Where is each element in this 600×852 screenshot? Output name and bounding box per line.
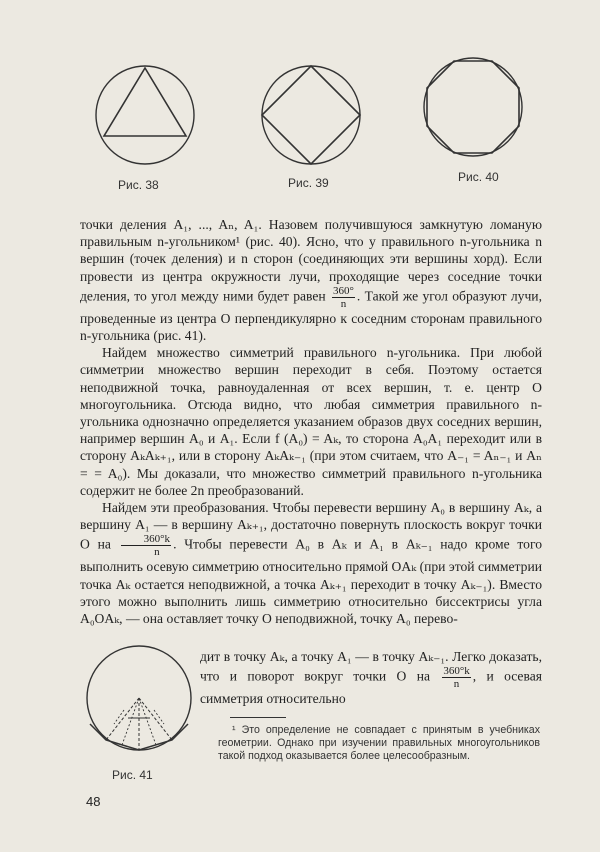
fig41-caption: Рис. 41 bbox=[112, 768, 153, 782]
footnote bbox=[218, 724, 540, 763]
square-in-circle-icon bbox=[256, 60, 366, 170]
angle-fraction-1: $\frac{360^\circ}{n}$ bbox=[333, 284, 354, 310]
footnote-divider bbox=[230, 717, 286, 718]
paragraph-1-body: точки деления A₁, ..., Aₙ, A₁. Назовем получившуюся замкнутую ломаную правильным n-угольником¹ (рис. 40). Ясно, что у правильного n-угольника n вершин (точек деления) и n сторон (соединяющих эти вершины хорд). Если провести из центра окружности лучи, проходящие через соседние точки деления, то угол между ними будет равен bbox=[80, 217, 542, 304]
angle-fraction-2: $\frac{360^\circ k}{n}$ bbox=[121, 533, 171, 558]
figure-38 bbox=[90, 60, 200, 170]
figure-40 bbox=[418, 52, 528, 162]
paragraph-1 bbox=[80, 216, 542, 344]
paragraph-3-end: . Чтобы перевести A₀ в Aₖ и A₁ в Aₖ₋₁ надо кроме того выполнить осевую симметрию относительно прямой OAₖ (при этой симметрии точка Aₖ остается неподвижной, а точка Aₖ₊₁ переходит в точку Aₖ₋₁). Вместо этого можно выполнить лишь симметрию относительно биссектрисы угла A₀OAₖ, — она оставляет точку O неподвижной, точку A₀ перево- bbox=[80, 537, 542, 627]
fig40-caption: Рис. 40 bbox=[458, 170, 499, 184]
paragraph-4 bbox=[200, 648, 542, 707]
figure-41 bbox=[84, 640, 194, 758]
polygon-symmetry-icon bbox=[84, 640, 194, 758]
angle-fraction-3: $\frac{360^\circ k}{n}$ bbox=[443, 665, 470, 691]
paragraph-3-start: Найдем эти преобразования. Чтобы перевести вершину A₀ в вершину Aₖ, а вершину A₁ — в вершину Aₖ₊₁, достаточно повернуть плоскость вокруг точки O на bbox=[80, 500, 542, 553]
paragraph-1-end: . Такой же угол образуют лучи, проведенные из центра O перпендикулярно к соседним сторонам правильного n-угольника (рис. 41). bbox=[80, 288, 542, 344]
footnote-text: ¹ Это определение не совпадает с принятым в учебниках геометрии. Однако при изучении правильных многоугольников такой подход оказывается более целесообразным. bbox=[218, 724, 540, 762]
fig39-caption: Рис. 39 bbox=[288, 176, 329, 190]
paragraph-4-end: , и осевая симметрия относительно bbox=[200, 668, 542, 707]
figure-39 bbox=[256, 60, 366, 170]
main-text bbox=[80, 216, 542, 627]
octagon-in-circle-icon bbox=[418, 52, 528, 162]
paragraph-3 bbox=[80, 499, 542, 627]
paragraph-2: Найдем множество симметрий правильного n-угольника. При любой симметрии множество вершин переходит в себя. Поэтому остается неподвижной точка, равноудаленная от всех вершин, т. е. центр O многоугольника. Отсюда видно, что любая симметрия правильного n-угольника однозначно определяется указанием образов двух соседних вершин, например вершин A₀ и A₁. Если f (A₀) = Aₖ, то сторона A₀A₁ переходит или в сторону AₖAₖ₊₁, или в сторону AₖAₖ₋₁ (при этом считаем, что A₋₁ = Aₙ₋₁ и Aₙ = = A₀). Мы доказали, что множество симметрий правильного n-угольника содержит не более 2n преобразований. bbox=[80, 345, 542, 498]
triangle-in-circle-icon bbox=[90, 60, 200, 170]
continued-text bbox=[200, 648, 542, 707]
page-number: 48 bbox=[86, 794, 101, 809]
fig38-caption: Рис. 38 bbox=[118, 178, 159, 192]
paragraph-4-start: дит в точку Aₖ, а точку A₁ — в точку Aₖ₋₁. Легко доказать, что и поворот вокруг точки O на bbox=[200, 649, 542, 684]
